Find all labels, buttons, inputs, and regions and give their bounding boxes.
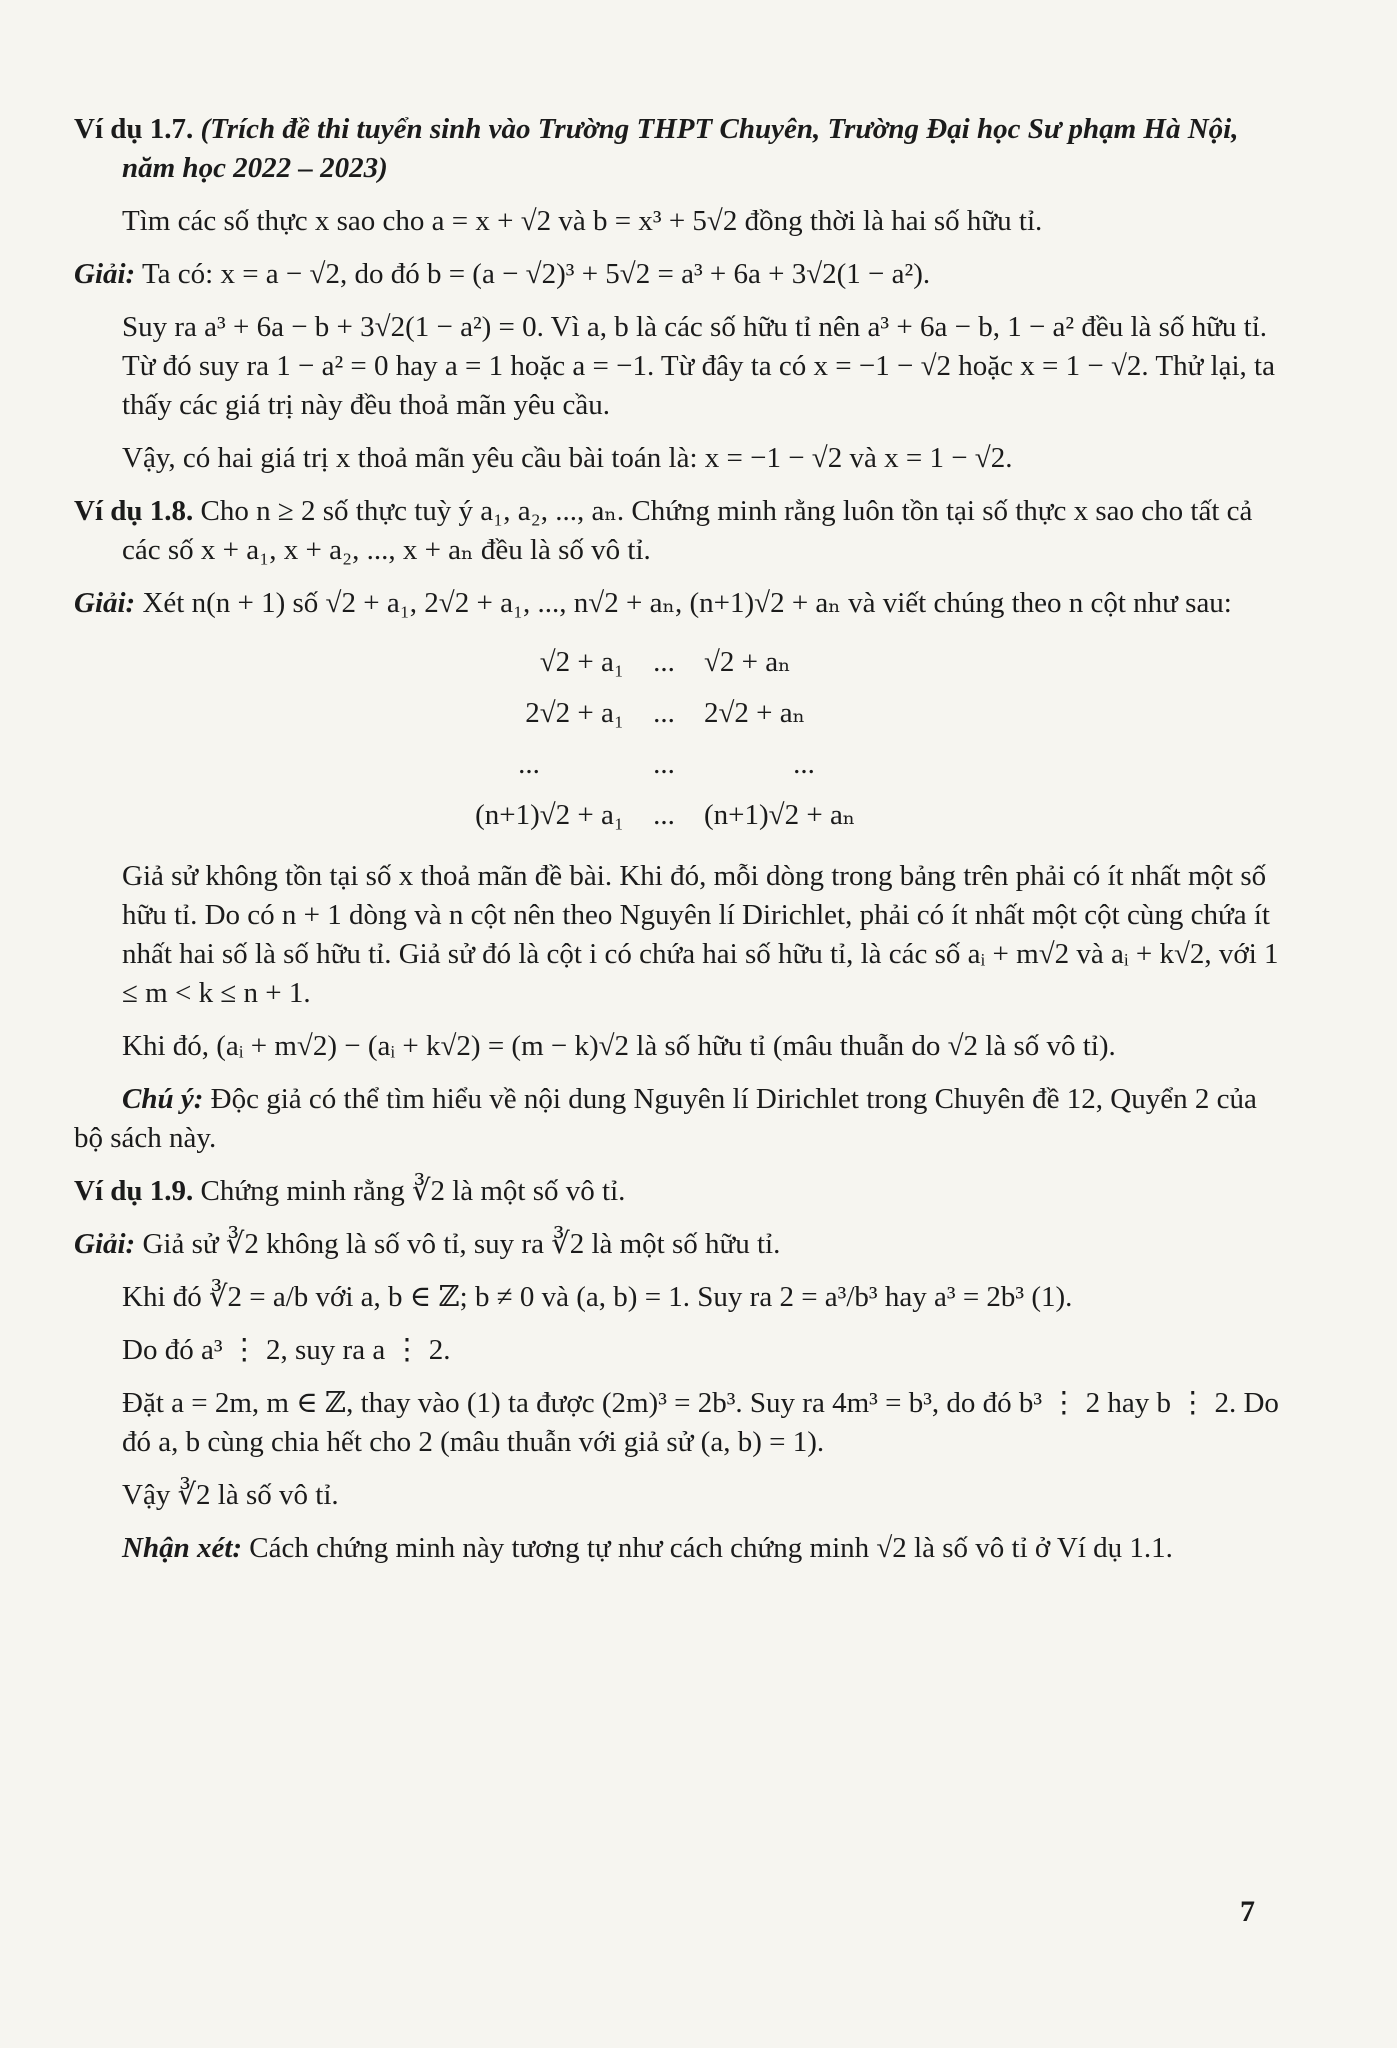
example-1-7-problem: Tìm các số thực x sao cho a = x + √2 và b = x³ + 5√2 đồng thời là hai số hữu tỉ. (122, 205, 1043, 237)
table-cell: √2 + a₁ (539, 646, 624, 678)
example-1-7-solution-line-1 (74, 255, 1279, 294)
example-1-8-solution-line-2: Giả sử không tồn tại số x thoả mãn đề bài. Khi đó, mỗi dòng trong bảng trên phải có ít nhất một số hữu tỉ. Do có n + 1 dòng và n cột nên theo Nguyên lí Dirichlet, phải có ít nhất một cột cùng chứa ít nhất hai số là số hữu tỉ. Giả sử đó là cột i có chứa hai số hữu tỉ, là các số aᵢ + m√2 và aᵢ + k√2, với 1 ≤ m < k ≤ n + 1. (122, 860, 1279, 1009)
note-text: Độc giả có thể tìm hiểu về nội dung Nguyên lí Dirichlet trong Chuyên đề 12, Quyển 2 của bộ sách này. (74, 1083, 1257, 1154)
example-1-7-solution-line-2: Suy ra a³ + 6a − b + 3√2(1 − a²) = 0. Vì a, b là các số hữu tỉ nên a³ + 6a − b, 1 − a² đều là số hữu tỉ. Từ đó suy ra 1 − a² = 0 hay a = 1 hoặc a = −1. Từ đây ta có x = −1 − √2 hoặc x = 1 − √2. Thử lại, ta thấy các giá trị này đều thoả mãn yêu cầu. (122, 311, 1275, 421)
example-1-8-heading (74, 492, 1279, 570)
table-cell: ... (793, 748, 815, 780)
note-label: Chú ý: (122, 1083, 204, 1115)
example-1-9-solution-line-2: Khi đó ∛2 = a/b với a, b ∈ ℤ; b ≠ 0 và (a, b) = 1. Suy ra 2 = a³/b³ hay a³ = 2b³ (1). (122, 1281, 1073, 1313)
table-cell: 2√2 + a₁ (525, 697, 624, 729)
solution-label: Giải: (74, 1228, 136, 1260)
table-cell: ... (653, 799, 675, 831)
example-1-7-conclusion: Vậy, có hai giá trị x thoả mãn yêu cầu bài toán là: x = −1 − √2 và x = 1 − √2. (122, 442, 1013, 474)
example-1-8-solution-line-3: Khi đó, (aᵢ + m√2) − (aᵢ + k√2) = (m − k)√2 là số hữu tỉ (mâu thuẫn do √2 là số vô tỉ). (122, 1030, 1116, 1062)
example-1-8-note (74, 1080, 1279, 1158)
solution-label: Giải: (74, 258, 136, 290)
table-cell: (n+1)√2 + aₙ (704, 799, 856, 831)
example-problem: Chứng minh rằng ∛2 là một số vô tỉ. (200, 1175, 626, 1207)
table-cell: ... (653, 697, 675, 729)
remark-text: Cách chứng minh này tương tự như cách chứng minh √2 là số vô tỉ ở Ví dụ 1.1. (249, 1532, 1173, 1564)
table-row (434, 688, 904, 739)
table-cell: (n+1)√2 + a₁ (475, 799, 624, 831)
solution-label: Giải: (74, 587, 136, 619)
table-row (434, 790, 904, 841)
example-1-9-conclusion: Vậy ∛2 là số vô tỉ. (122, 1479, 339, 1511)
example-1-9-remark (74, 1529, 1279, 1568)
example-1-9-solution-line-4: Đặt a = 2m, m ∈ ℤ, thay vào (1) ta được (2m)³ = 2b³. Suy ra 4m³ = b³, do đó b³ ⋮ 2 hay b ⋮ 2. Do đó a, b cùng chia hết cho 2 (mâu thuẫn với giả sử (a, b) = 1). (122, 1387, 1279, 1458)
remark-label: Nhận xét: (122, 1532, 243, 1564)
example-1-9-solution-line-1 (74, 1225, 1279, 1264)
example-problem: Cho n ≥ 2 số thực tuỳ ý a₁, a₂, ..., aₙ. Chứng minh rằng luôn tồn tại số thực x sao cho tất cả các số x + a₁, x + a₂, ..., x + aₙ đều là số vô tỉ. (122, 495, 1253, 566)
table-row (434, 739, 904, 790)
solution-text: Ta có: x = a − √2, do đó b = (a − √2)³ + 5√2 = a³ + 6a + 3√2(1 − a²). (141, 258, 931, 290)
table-cell: 2√2 + aₙ (704, 697, 806, 729)
example-source: (Trích đề thi tuyển sinh vào Trường THPT Chuyên, Trường Đại học Sư phạm Hà Nội, năm học 2022 – 2023) (122, 113, 1239, 184)
table-row (434, 637, 904, 688)
page-content (74, 110, 1279, 1582)
example-label: Ví dụ 1.9. (74, 1175, 194, 1207)
table-cell: ... (653, 748, 675, 780)
example-1-7-heading (74, 110, 1279, 188)
solution-text: Giả sử ∛2 không là số vô tỉ, suy ra ∛2 là một số hữu tỉ. (142, 1228, 781, 1260)
example-1-9-heading (74, 1172, 1279, 1211)
solution-text: Xét n(n + 1) số √2 + a₁, 2√2 + a₁, ..., n√2 + aₙ, (n+1)√2 + aₙ và viết chúng theo n cột như sau: (142, 587, 1232, 619)
table-cell: ... (653, 646, 675, 678)
example-1-9-solution-line-3: Do đó a³ ⋮ 2, suy ra a ⋮ 2. (122, 1334, 451, 1366)
table-cell: √2 + aₙ (704, 646, 791, 678)
table-cell: ... (518, 748, 540, 780)
number-table (74, 637, 1279, 841)
example-label: Ví dụ 1.7. (74, 113, 194, 145)
page-number: 7 (1240, 1895, 1255, 1928)
example-1-8-solution-line-1 (74, 584, 1279, 623)
example-label: Ví dụ 1.8. (74, 495, 194, 527)
